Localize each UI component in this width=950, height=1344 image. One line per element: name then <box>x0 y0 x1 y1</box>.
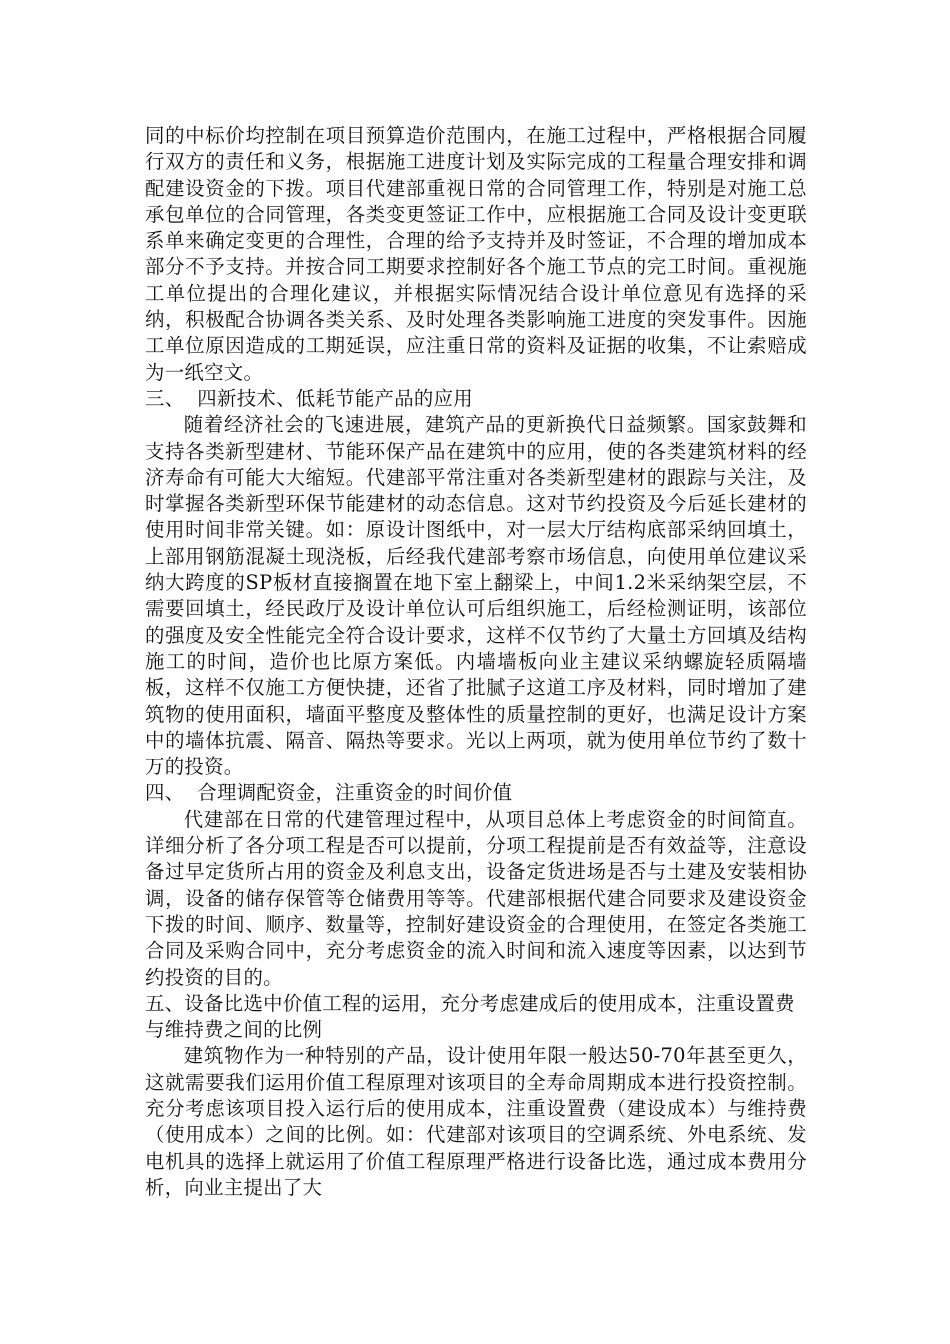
section-heading-4: 四、 合理调配资金，注重资金的时间价值 <box>145 781 513 805</box>
section-body-3: 随着经济社会的飞速进展，建筑产品的更新换代日益频繁。国家鼓舞和支持各类新型建材、节能环保产品在建筑中的应用，使的各类建筑材料的经济寿命有可能大大缩短。代建部平常注重对各类新型建材的跟踪与关注，及时掌握各类新型环保节能建材的动态信息。这对节约投资及今后延长建材的使用时间非常关键。如：原设计图纸中，对一层大厅结构底部采纳回填土，上部用钢筋混凝土现浇板，后经我代建部考察市场信息，向使用单位建议采纳大跨度的SP板材直接搁置在地下室上翻梁上，中间1.2米采纳架空层，不需要回填土，经民政厅及设计单位认可后组织施工，后经检测证明，该部位的强度及安全性能完全符合设计要求，这样不仅节约了大量土方回填及结构施工的时间，造价也比原方案低。内墙墙板向业主建议采纳螺旋轻质隔墙板，这样不仅施工方便快捷，还省了批腻子这道工序及材料，同时增加了建筑物的使用面积，墙面平整度及整体性的质量控制的更好，也满足设计方案中的墙体抗震、隔音、隔热等要求。光以上两项，就为使用单位节约了数十万的投资。 <box>145 413 807 779</box>
paragraph-continuation: 同的中标价均控制在项目预算造价范围内，在施工过程中，严格根据合同履行双方的责任和义务，根据施工进度计划及实际完成的工程量合理安排和调配建设资金的下拨。项目代建部重视日常的合同管理工作，特别是对施工总承包单位的合同管理，各类变更签证工作中，应根据施工合同及设计变更联系单来确定变更的合理性，合理的给予支持并及时签证，不合理的增加成本部分不予支持。并按合同工期要求控制好各个施工节点的完工时间。重视施工单位提出的合理化建议，并根据实际情况结合设计单位意见有选择的采纳，积极配合协调各类关系、及时处理各类影响施工进度的突发事件。因施工单位原因造成的工期延误，应注重日常的资料及证据的收集，不让索赔成为一纸空文。 <box>145 124 807 384</box>
section-body-4: 代建部在日常的代建管理过程中，从项目总体上考虑资金的时间简直。详细分析了各分项工程是否可以提前，分项工程提前是否有效益等，注意设备过早定货所占用的资金及利息支出，设备定货进场是否与土建及安装相协调，设备的储存保管等仓储费用等等。代建部根据代建合同要求及建设资金下拨的时间、顺序、数量等，控制好建设资金的合理使用，在签定各类施工合同及采购合同中，充分考虑资金的流入时间和流入速度等因素，以达到节约投资的目的。 <box>145 807 807 989</box>
section-heading-5: 五、设备比选中价值工程的运用，充分考虑建成后的使用成本，注重设置费与维持费之间的比例 <box>145 991 795 1042</box>
section-body-5: 建筑物作为一种特别的产品，设计使用年限一般达50-70年甚至更久，这就需要我们运用价值工程原理对该项目的全寿命周期成本进行投资控制。充分考虑该项目投入运行后的使用成本，注重设置费（建设成本）与维持费（使用成本）之间的比例。如：代建部对该项目的空调系统、外电系统、发电机具的选择上就运用了价值工程原理严格进行设备比选，通过成本费用分析，向业主提出了大 <box>145 1044 807 1199</box>
section-heading-3: 三、 四新技术、低耗节能产品的应用 <box>145 386 473 410</box>
document-page <box>145 123 807 1201</box>
